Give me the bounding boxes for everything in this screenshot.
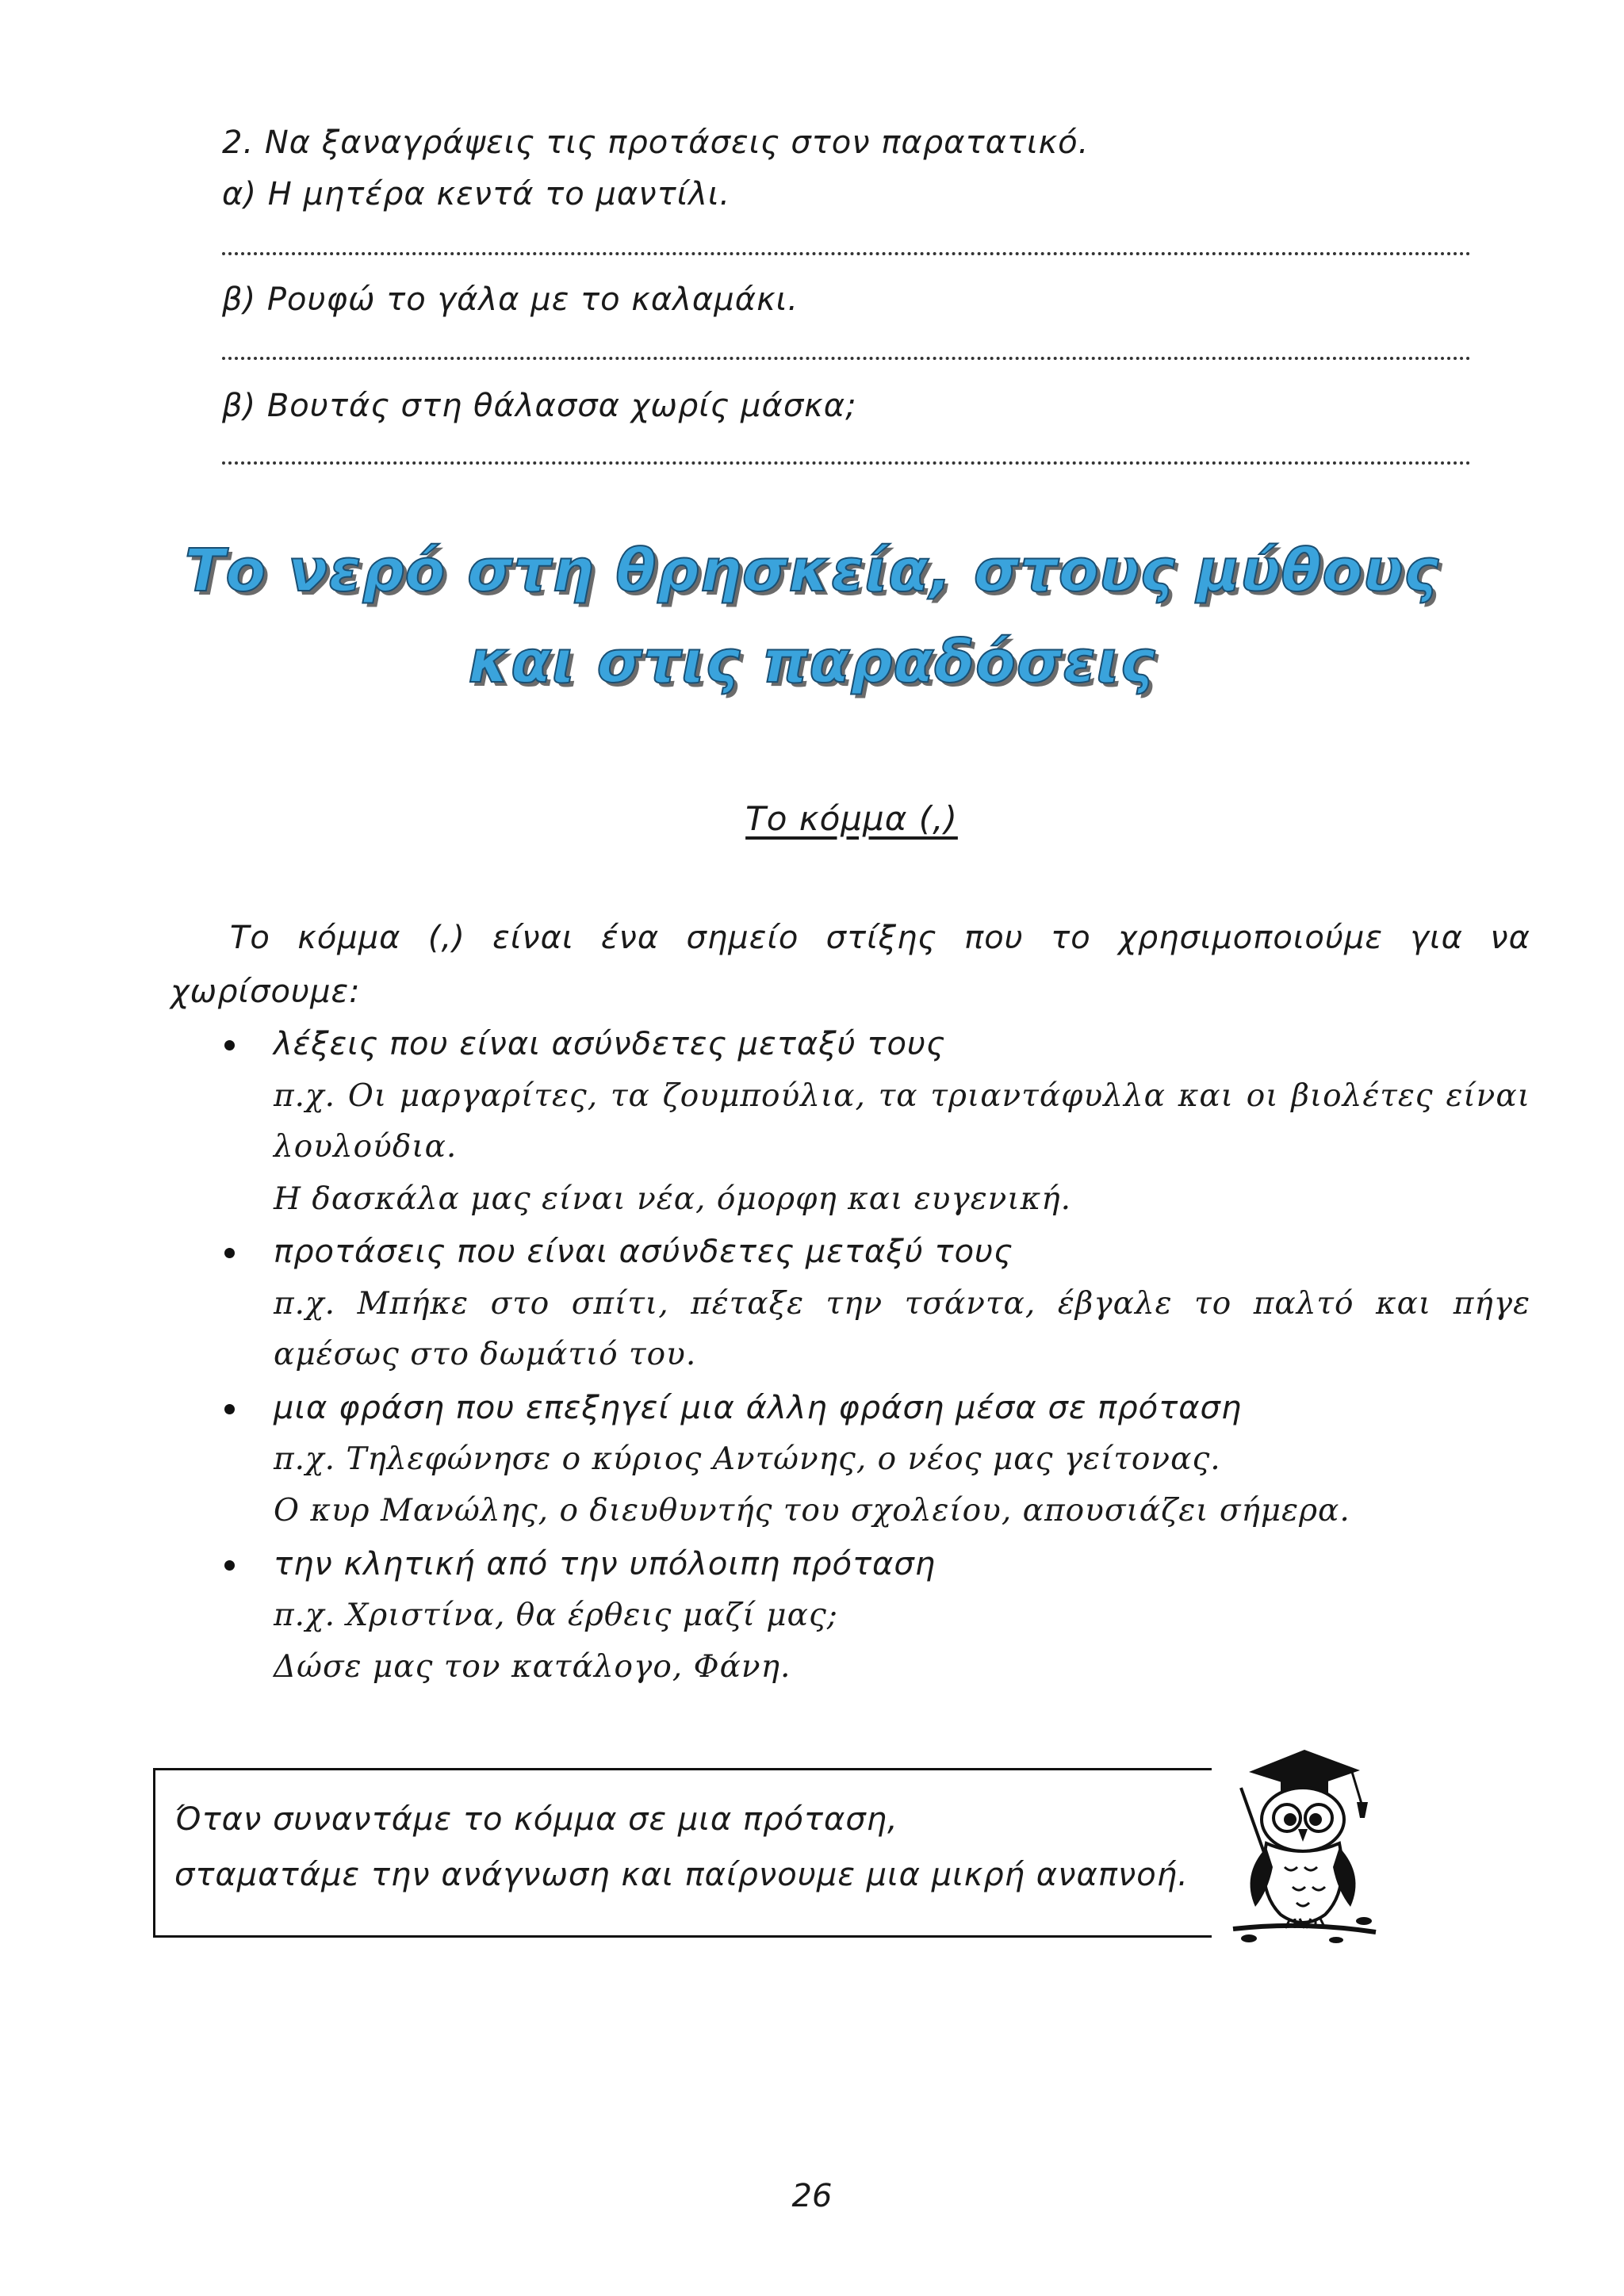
- bullet-dot: [224, 1040, 235, 1050]
- exercise-item-b1: β) Ρουφώ το γάλα με το καλαμάκι.: [222, 281, 799, 318]
- bullet-3-text: μια φράση που επεξηγεί μια άλλη φράση μέσα σε πρόταση: [274, 1390, 1243, 1426]
- bullet-2-example-1: π.χ. Μπήκε στο σπίτι, πέταξε την τσάντα, έβγαλε το παλτό και πήγε: [274, 1286, 1530, 1322]
- exercise-instruction: 2. Να ξαναγράψεις τις προτάσεις στον παρατατικό.: [222, 124, 1090, 161]
- exercise-item-b2: β) Βουτάς στη θάλασσα χωρίς μάσκα;: [222, 388, 857, 424]
- exercise-item-a: α) Η μητέρα κεντά το μαντίλι.: [222, 176, 731, 212]
- bullet-4-example-2: Δώσε μας τον κατάλογο, Φάνη.: [274, 1649, 791, 1685]
- answer-line-b1: [222, 357, 1471, 360]
- answer-line-a: [222, 252, 1471, 255]
- bullet-1-text: λέξεις που είναι ασύνδετες μεταξύ τους: [274, 1026, 946, 1062]
- bullet-3-example-1: π.χ. Τηλεφώνησε ο κύριος Αντώνης, ο νέος μας γείτονας.: [274, 1441, 1221, 1477]
- note-line-1: Όταν συναντάμε το κόμμα σε μια πρόταση,: [174, 1801, 898, 1838]
- bullet-2-example-2: αμέσως στο δωμάτιό του.: [274, 1337, 697, 1372]
- bullet-3-example-2: Ο κυρ Μανώλης, ο διευθυντής του σχολείου, απουσιάζει σήμερα.: [274, 1493, 1350, 1529]
- bullet-1-example-3: Η δασκάλα μας είναι νέα, όμορφη και ευγενική.: [274, 1181, 1071, 1217]
- section-heading: Το κόμμα (,): [745, 799, 958, 838]
- chapter-title-line1: Το νερό στη θρησκεία, στους μύθους: [184, 537, 1440, 605]
- chapter-title-line2: και στις παραδόσεις: [468, 628, 1156, 696]
- bullet-dot: [224, 1404, 235, 1414]
- owl-graduate-icon: [1217, 1740, 1388, 1946]
- bullet-4-text: την κλητική από την υπόλοιπη πρόταση: [274, 1546, 936, 1582]
- note-line-2: σταματάμε την ανάγνωση και παίρνουμε μια μικρή αναπνοή.: [174, 1857, 1189, 1893]
- intro-line-2: χωρίσουμε:: [170, 974, 361, 1010]
- intro-line-1: Το κόμμα (,) είναι ένα σημείο στίξης που το χρησιμοποιούμε για να: [230, 920, 1530, 956]
- bullet-1-example-1: π.χ. Οι μαργαρίτες, τα ζουμπούλια, τα τριαντάφυλλα και οι βιολέτες είναι: [274, 1078, 1530, 1114]
- bullet-4-example-1: π.χ. Χριστίνα, θα έρθεις μαζί μας;: [274, 1598, 838, 1633]
- bullet-2-text: προτάσεις που είναι ασύνδετες μεταξύ τους: [274, 1234, 1013, 1270]
- bullet-1-example-2: λουλούδια.: [274, 1129, 458, 1165]
- answer-line-b2: [222, 461, 1471, 465]
- bullet-dot: [224, 1560, 235, 1571]
- bullet-dot: [224, 1248, 235, 1258]
- page-number: 26: [791, 2178, 833, 2214]
